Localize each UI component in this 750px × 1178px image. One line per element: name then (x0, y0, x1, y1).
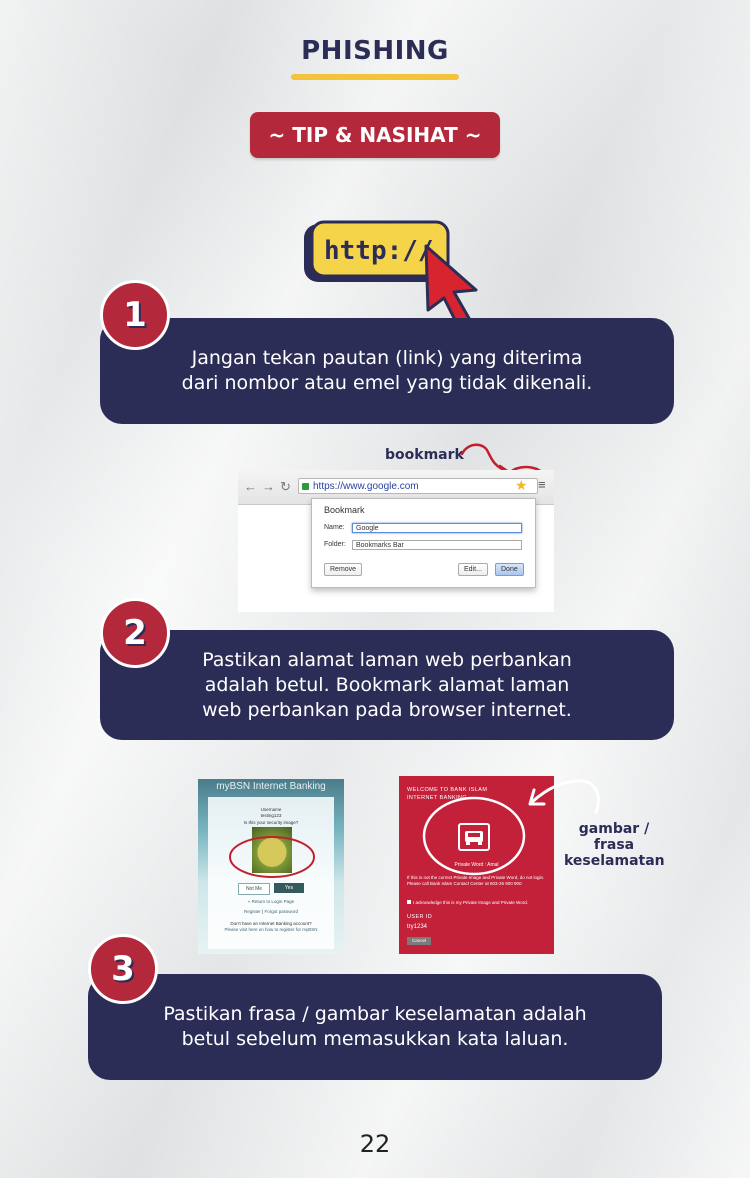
http-text: http:// (324, 236, 434, 266)
forward-icon: → (262, 479, 275, 494)
tip-2-line-3: web perbankan pada browser internet. (202, 698, 572, 721)
tip-number-3: 3 (88, 934, 158, 1004)
bank-islam-warning: If this is not the correct Private Image and Private Word, do not login. Please call Bank Islam Contact Center at 603-26 900 900 (407, 875, 545, 886)
bookmark-done-button: Done (495, 563, 524, 576)
tip-number-1: 1 (100, 280, 170, 350)
bank-islam-user-id-value: try1234 (407, 924, 428, 930)
tip-1-line-2: dari nombor atau emel yang tidak dikenali. (181, 372, 593, 394)
bank-islam-cancel-button: Cancel (407, 937, 431, 945)
bank-islam-welcome-line-2: INTERNET BANKING (407, 795, 468, 801)
mybsn-circle-annotation-icon (198, 779, 344, 954)
tip-1-line-1: Jangan tekan pautan (link) yang diterima (191, 347, 583, 369)
tip-2-line-2: adalah betul. Bookmark alamat laman (204, 673, 570, 696)
security-annotation-line-1: gambar / frasa (578, 821, 650, 853)
page-title: PHISHING (301, 36, 449, 66)
tip-2-line-1: Pastikan alamat laman web perbankan (202, 648, 572, 671)
bookmark-folder-select: Bookmarks Bar (352, 540, 522, 550)
tip-card-2 (100, 630, 674, 740)
mybsn-username-label: Username (260, 807, 282, 812)
bookmark-dialog (311, 498, 536, 588)
menu-icon: ≡ (538, 477, 546, 492)
mybsn-register-link: Register (244, 909, 261, 914)
mybsn-title: myBSN Internet Banking (216, 781, 326, 792)
tip-card-1 (100, 318, 674, 424)
bookmark-remove-button: Remove (324, 563, 362, 576)
bookmark-edit-button: Edit... (458, 563, 488, 576)
bookmark-annotation: bookmark (385, 447, 464, 463)
mybsn-no-account: Don't have an Internet Banking account? (230, 921, 312, 926)
tip-number-2: 2 (100, 598, 170, 668)
security-annotation-line-2: keselamatan (564, 853, 665, 869)
divider: | (262, 909, 265, 914)
bookmark-name-field: Google (352, 523, 522, 533)
reload-icon: ↻ (280, 479, 291, 494)
lock-icon (302, 483, 309, 490)
mybsn-login-screenshot (198, 779, 344, 954)
address-url: https://www.google.com (313, 481, 419, 492)
mybsn-back-link: « Return to Login Page (247, 899, 295, 904)
page-number: 22 (359, 1130, 391, 1158)
bookmark-star-icon: ★ (515, 477, 528, 493)
mybsn-question: Is this your security image? (243, 820, 299, 825)
folder-label: Folder: (324, 541, 346, 548)
tip-3-line-2: betul sebelum memasukkan kata laluan. (181, 1028, 569, 1050)
bank-islam-private-word: Private Word : Amal (454, 862, 499, 868)
mybsn-register-here: Please visit here on how to register for myBSN (224, 927, 318, 932)
http-link-icon (300, 218, 490, 328)
mybsn-yes-button: Yes (274, 883, 304, 893)
name-label: Name: (324, 524, 345, 531)
tip-card-3 (88, 974, 662, 1080)
bookmark-dialog-title: Bookmark (324, 505, 365, 515)
tip-3-line-1: Pastikan frasa / gambar keselamatan adalah (163, 1003, 587, 1025)
bank-islam-welcome-line-1: WELCOME TO BANK ISLAM (407, 787, 488, 793)
tip-badge: ~ TIP & NASIHAT ~ (250, 112, 500, 158)
bank-islam-user-id-label: USER ID (407, 914, 433, 920)
mybsn-forgot-link: Forgot password (264, 909, 298, 914)
bank-islam-acknowledge-text: I acknowledge this is my Private Image and Private Word. (413, 900, 528, 905)
mybsn-not-me-button: Not Me (238, 883, 270, 895)
http-link-graphic (300, 218, 490, 328)
title-underline (291, 74, 459, 80)
address-bar (298, 478, 538, 494)
security-annotation (564, 821, 664, 869)
browser-bookmark-screenshot (238, 470, 554, 612)
mybsn-username-value: testing123 (260, 813, 282, 818)
back-icon: ← (244, 479, 257, 494)
